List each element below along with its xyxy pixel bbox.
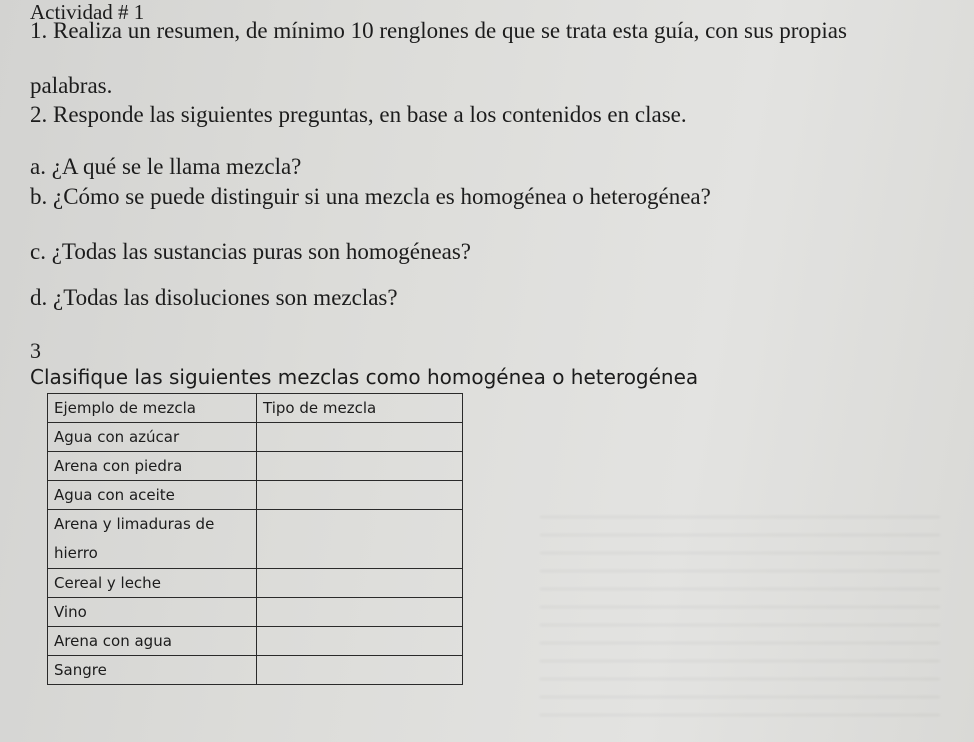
question-1-line-2: palabras. <box>30 73 113 98</box>
question-2: 2. Responde las siguientes preguntas, en base a los contenidos en clase. <box>30 102 687 127</box>
header-example: Ejemplo de mezcla <box>48 394 257 423</box>
table-header-row <box>48 394 463 423</box>
section-3-number: 3 <box>30 338 41 363</box>
example-cell: Arena y limaduras de hierro <box>48 510 257 569</box>
question-1-line-1: 1. Realiza un resumen, de mínimo 10 renglones de que se trata esta guía, con sus propias <box>30 18 847 43</box>
type-answer-cell[interactable] <box>257 656 463 685</box>
example-cell: Vino <box>48 598 257 627</box>
example-cell: Arena con piedra <box>48 452 257 481</box>
type-answer-cell[interactable] <box>257 481 463 510</box>
table-row <box>48 481 463 510</box>
bleed-through-background <box>540 500 940 730</box>
example-cell: Agua con azúcar <box>48 423 257 452</box>
type-answer-cell[interactable] <box>257 598 463 627</box>
type-answer-cell[interactable] <box>257 452 463 481</box>
type-answer-cell[interactable] <box>257 423 463 452</box>
header-type: Tipo de mezcla <box>257 394 463 423</box>
example-cell: Agua con aceite <box>48 481 257 510</box>
table-row <box>48 423 463 452</box>
type-answer-cell[interactable] <box>257 510 463 569</box>
table-row <box>48 452 463 481</box>
type-answer-cell[interactable] <box>257 627 463 656</box>
type-answer-cell[interactable] <box>257 569 463 598</box>
question-a: a. ¿A qué se le llama mezcla? <box>30 154 302 179</box>
table-row <box>48 598 463 627</box>
example-cell: Cereal y leche <box>48 569 257 598</box>
table-row <box>48 656 463 685</box>
question-d: d. ¿Todas las disoluciones son mezclas? <box>30 285 398 310</box>
question-b: b. ¿Cómo se puede distinguir si una mezcla es homogénea o heterogénea? <box>30 184 711 209</box>
example-cell: Arena con agua <box>48 627 257 656</box>
section-3-instruction: Clasifique las siguientes mezclas como homogénea o heterogénea <box>30 365 699 389</box>
mixture-classification-table <box>47 393 463 685</box>
table-row <box>48 569 463 598</box>
table-row <box>48 627 463 656</box>
example-cell: Sangre <box>48 656 257 685</box>
question-c: c. ¿Todas las sustancias puras son homogéneas? <box>30 239 472 264</box>
table-row <box>48 510 463 569</box>
activity-title: Actividad # 1 <box>30 0 145 24</box>
